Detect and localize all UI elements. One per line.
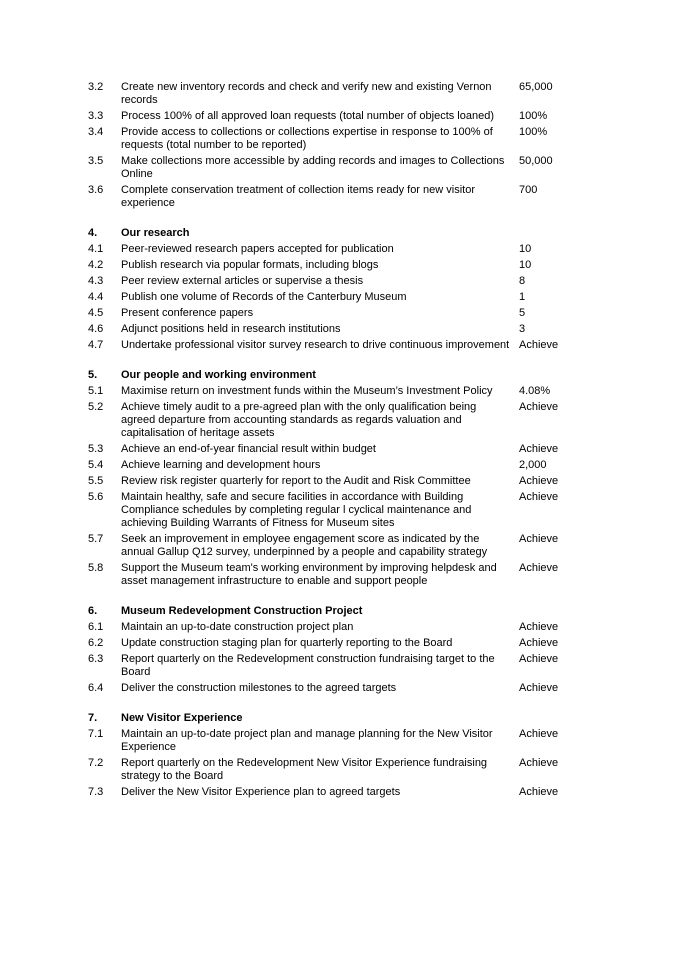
section-title: New Visitor Experience [121, 712, 243, 724]
item-number: 4.2 [88, 259, 104, 271]
item-description: Maximise return on investment funds within the Museum’s Investment Policy [121, 385, 493, 397]
item-target: Achieve [519, 621, 559, 633]
item-row [0, 562, 675, 588]
item-description: Complete conservation treatment of collection items ready for new visitor experience [121, 184, 475, 209]
item-row [0, 443, 675, 456]
item-row [0, 757, 675, 783]
section-title: Our people and working environment [121, 369, 316, 381]
item-target: Achieve [519, 682, 559, 694]
item-row [0, 533, 675, 559]
item-number: 5.2 [88, 401, 104, 413]
item-description: Create new inventory records and check and verify new and existing Vernon records [121, 81, 492, 106]
item-row [0, 475, 675, 488]
item-row [0, 491, 675, 530]
item-row [0, 653, 675, 679]
item-description: Maintain an up-to-date construction project plan [121, 621, 354, 633]
item-number: 5.6 [88, 491, 104, 503]
item-row [0, 291, 675, 304]
item-row [0, 637, 675, 650]
document-page [0, 81, 675, 816]
section-heading [0, 227, 675, 240]
item-number: 3.6 [88, 184, 104, 196]
item-target: 1 [519, 291, 526, 303]
item-description: Deliver the construction milestones to the agreed targets [121, 682, 397, 694]
item-description: Maintain healthy, safe and secure facilities in accordance with Building Compliance schedules by completing regular l cyclical maintenance and achieving Building Warrants of Fitness for Museum sites [121, 491, 472, 529]
item-description: Publish research via popular formats, including blogs [121, 259, 379, 271]
item-number: 6.1 [88, 621, 104, 633]
item-description: Make collections more accessible by adding records and images to Collections Online [121, 155, 505, 180]
item-target: 100% [519, 126, 548, 138]
item-number: 7.1 [88, 728, 104, 740]
item-description: Support the Museum team's working environment by improving helpdesk and asset management infrastructure to enable and support people [121, 562, 497, 587]
section [0, 712, 675, 799]
item-target: Achieve [519, 786, 559, 798]
item-number: 5.1 [88, 385, 104, 397]
section [0, 81, 675, 210]
item-number: 5.7 [88, 533, 104, 545]
item-number: 4.5 [88, 307, 104, 319]
item-description: Undertake professional visitor survey research to drive continuous improvement [121, 339, 510, 351]
item-target: 700 [519, 184, 538, 196]
section [0, 227, 675, 352]
section [0, 605, 675, 695]
item-target: Achieve [519, 728, 559, 740]
item-description: Adjunct positions held in research institutions [121, 323, 341, 335]
item-row [0, 307, 675, 320]
section-number: 6. [88, 605, 98, 617]
item-target: Achieve [519, 653, 559, 665]
item-row [0, 728, 675, 754]
item-target: Achieve [519, 491, 559, 503]
item-row [0, 459, 675, 472]
section-title: Museum Redevelopment Construction Project [121, 605, 363, 617]
item-number: 6.3 [88, 653, 104, 665]
item-row [0, 184, 675, 210]
item-number: 5.5 [88, 475, 104, 487]
item-target: 5 [519, 307, 526, 319]
item-target: Achieve [519, 339, 559, 351]
section-number: 7. [88, 712, 98, 724]
section-heading [0, 605, 675, 618]
item-target: Achieve [519, 562, 559, 574]
item-description: Achieve an end-of-year financial result within budget [121, 443, 376, 455]
item-target: 10 [519, 259, 532, 271]
item-number: 4.4 [88, 291, 104, 303]
item-row [0, 275, 675, 288]
item-description: Maintain an up-to-date project plan and manage planning for the New Visitor Experience [121, 728, 493, 753]
item-target: 10 [519, 243, 532, 255]
item-number: 4.7 [88, 339, 104, 351]
item-number: 4.3 [88, 275, 104, 287]
item-number: 7.2 [88, 757, 104, 769]
item-number: 3.3 [88, 110, 104, 122]
item-row [0, 155, 675, 181]
item-description: Achieve timely audit to a pre-agreed plan with the only qualification being agreed departure from accounting standards as regards valuation and capitalisation of heritage assets [121, 401, 477, 439]
item-description: Seek an improvement in employee engagement score as indicated by the annual Gallup Q12 survey, underpinned by a people and capability strategy [121, 533, 488, 558]
item-target: 50,000 [519, 155, 553, 167]
item-row [0, 323, 675, 336]
item-target: 65,000 [519, 81, 553, 93]
item-row [0, 259, 675, 272]
item-target: 100% [519, 110, 548, 122]
section-heading [0, 369, 675, 382]
item-row [0, 243, 675, 256]
item-description: Report quarterly on the Redevelopment construction fundraising target to the Board [121, 653, 495, 678]
item-description: Present conference papers [121, 307, 254, 319]
section-number: 4. [88, 227, 98, 239]
item-number: 6.2 [88, 637, 104, 649]
item-row [0, 401, 675, 440]
item-number: 5.8 [88, 562, 104, 574]
item-number: 7.3 [88, 786, 104, 798]
item-row [0, 339, 675, 352]
item-description: Review risk register quarterly for report to the Audit and Risk Committee [121, 475, 471, 487]
item-target: Achieve [519, 475, 559, 487]
item-target: 3 [519, 323, 526, 335]
item-row [0, 621, 675, 634]
item-target: Achieve [519, 443, 559, 455]
item-number: 4.6 [88, 323, 104, 335]
section-title: Our research [121, 227, 190, 239]
item-number: 4.1 [88, 243, 104, 255]
item-description: Peer-reviewed research papers accepted for publication [121, 243, 394, 255]
item-target: 8 [519, 275, 526, 287]
item-description: Process 100% of all approved loan requests (total number of objects loaned) [121, 110, 494, 122]
item-row [0, 81, 675, 107]
item-description: Update construction staging plan for quarterly reporting to the Board [121, 637, 453, 649]
item-description: Report quarterly on the Redevelopment New Visitor Experience fundraising strategy to the Board [121, 757, 488, 782]
item-description: Achieve learning and development hours [121, 459, 321, 471]
section-heading [0, 712, 675, 725]
item-target: Achieve [519, 401, 559, 413]
item-description: Peer review external articles or supervise a thesis [121, 275, 364, 287]
section [0, 369, 675, 588]
item-target: Achieve [519, 533, 559, 545]
item-description: Deliver the New Visitor Experience plan to agreed targets [121, 786, 401, 798]
item-row [0, 786, 675, 799]
section-number: 5. [88, 369, 98, 381]
item-number: 3.2 [88, 81, 104, 93]
item-target: Achieve [519, 757, 559, 769]
item-row [0, 385, 675, 398]
item-target: 2,000 [519, 459, 547, 471]
item-row [0, 110, 675, 123]
item-number: 6.4 [88, 682, 104, 694]
item-description: Publish one volume of Records of the Canterbury Museum [121, 291, 407, 303]
item-target: 4.08% [519, 385, 551, 397]
item-number: 3.4 [88, 126, 104, 138]
item-number: 5.3 [88, 443, 104, 455]
item-row [0, 126, 675, 152]
item-row [0, 682, 675, 695]
item-target: Achieve [519, 637, 559, 649]
item-number: 3.5 [88, 155, 104, 167]
item-description: Provide access to collections or collections expertise in response to 100% of requests (total number to be reported) [121, 126, 493, 151]
item-number: 5.4 [88, 459, 104, 471]
